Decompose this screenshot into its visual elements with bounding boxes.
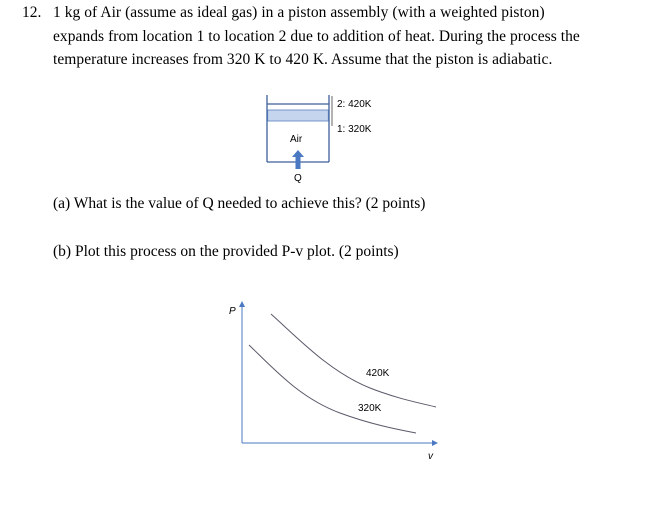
isotherm-420k-label: 420K (366, 368, 390, 379)
question-text-line-1: 1 kg of Air (assume as ideal gas) in a piston assembly (with a weighted piston) (53, 4, 545, 21)
question-text-line-3: temperature increases from 320 K to 420 K. Assume that the piston is adiabatic. (53, 51, 553, 68)
question-number: 12. (22, 4, 42, 21)
piston-cylinder (267, 95, 332, 169)
part-a-text: (a) What is the value of Q needed to achieve this? (2 points) (53, 195, 426, 212)
isotherm-320k-curve (249, 345, 416, 433)
x-axis-label: v (428, 451, 433, 462)
part-b-text: (b) Plot this process on the provided P-v plot. (2 points) (53, 243, 399, 260)
level-1-label: 1: 320K (337, 124, 372, 135)
y-axis-label: P (229, 306, 236, 317)
isotherm-320k-label: 320K (358, 403, 382, 414)
piston (268, 110, 329, 121)
isotherm-420k-curve (271, 314, 436, 407)
gas-label: Air (290, 134, 303, 145)
level-2-label: 2: 420K (337, 99, 372, 110)
pv-plot (242, 302, 437, 443)
question-text-line-2: expands from location 1 to location 2 due to addition of heat. During the process the (53, 28, 580, 45)
heat-label: Q (294, 173, 302, 184)
heat-arrow-icon (292, 150, 304, 169)
